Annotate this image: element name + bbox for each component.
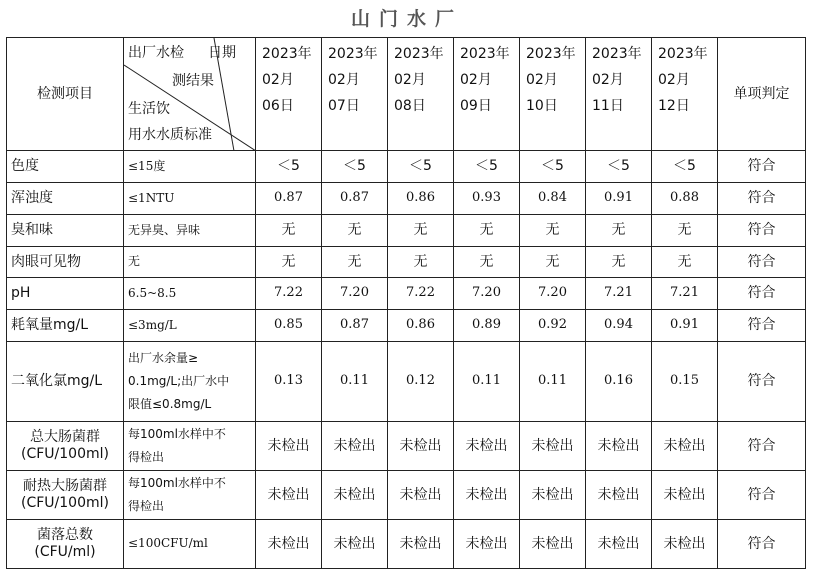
result-value: 7.22 [388,278,454,310]
header-row [7,38,806,151]
judgement-value: 符合 [718,342,806,422]
diag-bottom-2: 用水水质标准 [128,127,212,143]
result-value: 未检出 [388,520,454,569]
judgement-value: 符合 [718,310,806,342]
judgement-value: 符合 [718,215,806,247]
date-header: 2023年 02月 12日 [652,38,718,151]
result-value: 无 [454,247,520,278]
result-value: 未检出 [454,471,520,520]
result-value: 0.91 [586,183,652,215]
date-header: 2023年 02月 07日 [322,38,388,151]
date-header: 2023年 02月 10日 [520,38,586,151]
item-name: 浑浊度 [7,183,124,215]
table-row [7,520,806,569]
result-value: ＜5 [256,151,322,183]
result-value: 0.85 [256,310,322,342]
result-value: 7.20 [322,278,388,310]
item-name: 总大肠菌群 (CFU/100ml) [7,422,124,471]
result-value: 未检出 [586,520,652,569]
result-value: 未检出 [652,422,718,471]
result-value: 无 [454,215,520,247]
result-value: 0.11 [454,342,520,422]
result-value: ＜5 [454,151,520,183]
result-value: 7.20 [454,278,520,310]
standard-value: ≤1NTU [124,183,256,215]
result-value: 无 [322,247,388,278]
result-value: 0.11 [322,342,388,422]
result-value: 未检出 [652,520,718,569]
result-value: 未检出 [454,520,520,569]
result-value: 未检出 [454,422,520,471]
page-title: 山门水厂 [350,8,463,30]
table-row [7,342,806,422]
result-value: 0.89 [454,310,520,342]
standard-value: 每100ml水样中不 得检出 [124,422,256,471]
item-name: 耗氧量mg/L [7,310,124,342]
result-value: 未检出 [586,471,652,520]
date-header: 2023年 02月 11日 [586,38,652,151]
result-value: ＜5 [520,151,586,183]
result-value: 无 [652,215,718,247]
result-value: 未检出 [388,471,454,520]
result-value: 0.84 [520,183,586,215]
result-value: ＜5 [586,151,652,183]
result-value: 无 [388,247,454,278]
judgement-value: 符合 [718,151,806,183]
item-name: pH [7,278,124,310]
result-value: 0.12 [388,342,454,422]
result-value: 0.13 [256,342,322,422]
table-row [7,471,806,520]
result-value: 未检出 [322,520,388,569]
result-value: 无 [256,247,322,278]
standard-value: ≤100CFU/ml [124,520,256,569]
result-value: ＜5 [652,151,718,183]
table-row [7,151,806,183]
item-name: 菌落总数 (CFU/ml) [7,520,124,569]
table-row [7,215,806,247]
judgement-value: 符合 [718,520,806,569]
standard-value: 6.5~8.5 [124,278,256,310]
result-value: 0.15 [652,342,718,422]
result-value: 7.21 [652,278,718,310]
item-name: 二氧化氯mg/L [7,342,124,422]
result-value: 未检出 [520,471,586,520]
judgement-value: 符合 [718,183,806,215]
result-value: 7.21 [586,278,652,310]
judgement-value: 符合 [718,247,806,278]
result-value: 0.86 [388,310,454,342]
item-name: 耐热大肠菌群 (CFU/100ml) [7,471,124,520]
water-quality-table [6,37,806,569]
result-value: ＜5 [388,151,454,183]
result-value: 0.94 [586,310,652,342]
standard-value: 无 [124,247,256,278]
table-row [7,422,806,471]
standard-value: 出厂水余量≥ 0.1mg/L;出厂水中 限值≤0.8mg/L [124,342,256,422]
diag-top-right: 日期 [208,45,236,61]
result-value: 未检出 [520,422,586,471]
table-row [7,278,806,310]
standard-value: ≤3mg/L [124,310,256,342]
standard-value: 每100ml水样中不 得检出 [124,471,256,520]
result-value: 0.93 [454,183,520,215]
judgement-header: 单项判定 [718,38,806,151]
diag-top-left: 出厂水检 [128,45,184,61]
result-value: 未检出 [388,422,454,471]
result-value: 0.87 [256,183,322,215]
result-value: ＜5 [322,151,388,183]
result-value: 未检出 [322,471,388,520]
result-value: 未检出 [256,422,322,471]
judgement-value: 符合 [718,422,806,471]
result-value: 0.88 [652,183,718,215]
diagonal-header-cell [124,38,256,151]
judgement-value: 符合 [718,471,806,520]
result-value: 无 [520,215,586,247]
item-name: 臭和味 [7,215,124,247]
result-value: 无 [652,247,718,278]
diag-middle: 测结果 [172,73,214,89]
item-name: 肉眼可见物 [7,247,124,278]
result-value: 无 [586,247,652,278]
result-value: 7.20 [520,278,586,310]
standard-value: 无异臭、异味 [124,215,256,247]
table-row [7,247,806,278]
result-value: 无 [388,215,454,247]
result-value: 未检出 [256,520,322,569]
result-value: 未检出 [322,422,388,471]
item-name: 色度 [7,151,124,183]
result-value: 0.91 [652,310,718,342]
result-value: 7.22 [256,278,322,310]
result-value: 未检出 [520,520,586,569]
result-value: 无 [586,215,652,247]
result-value: 0.92 [520,310,586,342]
result-value: 0.87 [322,310,388,342]
table-row [7,310,806,342]
item-header: 检测项目 [7,38,124,151]
table-row [7,183,806,215]
standard-value: ≤15度 [124,151,256,183]
date-header: 2023年 02月 06日 [256,38,322,151]
result-value: 无 [256,215,322,247]
judgement-value: 符合 [718,278,806,310]
result-value: 无 [520,247,586,278]
result-value: 未检出 [256,471,322,520]
result-value: 0.16 [586,342,652,422]
result-value: 0.11 [520,342,586,422]
result-value: 未检出 [652,471,718,520]
result-value: 未检出 [586,422,652,471]
result-value: 无 [322,215,388,247]
diag-bottom-1: 生活饮 [128,101,170,117]
result-value: 0.87 [322,183,388,215]
result-value: 0.86 [388,183,454,215]
date-header: 2023年 02月 08日 [388,38,454,151]
date-header: 2023年 02月 09日 [454,38,520,151]
